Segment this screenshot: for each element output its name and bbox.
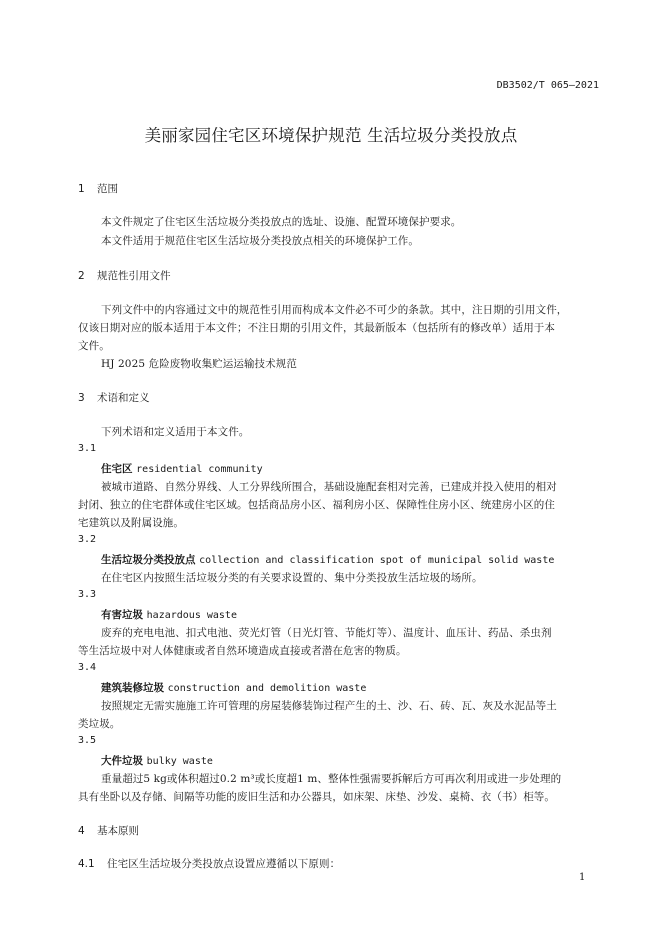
section-title: 术语和定义 (97, 392, 150, 404)
section-title: 规范性引用文件 (97, 270, 171, 282)
paragraph: 本文件规定了住宅区生活垃圾分类投放点的选址、设施、配置环境保护要求。 (101, 216, 462, 228)
page-number: 1 (579, 872, 586, 883)
standard-code: DB3502/T 065—2021 (496, 80, 599, 91)
term-number: 3.1 (78, 443, 97, 454)
term-en: residential community (136, 464, 263, 475)
definition-line: 宅建筑以及附属设施。 (78, 517, 184, 529)
term-number: 3.2 (78, 534, 97, 545)
term-heading (101, 607, 237, 622)
term-en: hazardous waste (146, 610, 237, 621)
normative-reference: HJ 2025 危险废物收集贮运运输技术规范 (101, 358, 297, 370)
definition-line: 类垃圾。 (78, 718, 121, 730)
term-cn: 生活垃圾分类投放点 (101, 554, 196, 566)
definition-line: 重量超过5 kg或体积超过0.2 m³或长度超1 m、整体性强需要拆解后方可再次利用或进一步处理的 (101, 773, 562, 785)
subsection-4-1 (78, 856, 340, 871)
definition-line: 封闭、独立的住宅群体或住宅区域。包括商品房小区、福利房小区、保障性住房小区、统建房小区的住 (78, 499, 555, 511)
definition-line: 具有坐卧以及存储、间隔等功能的废旧生活和办公器具，如床架、床垫、沙发、桌椅、衣（书）柜等。 (78, 791, 555, 803)
section-number: 1 (78, 183, 85, 195)
definition-line: 被城市道路、自然分界线、人工分界线所围合，基础设施配套相对完善，已建成并投入使用的相对 (101, 481, 557, 493)
definition-line: 按照规定无需实施施工许可管理的房屋装修装饰过程产生的土、沙、石、砖、瓦、灰及水泥品等土 (101, 700, 557, 712)
term-number: 3.4 (78, 662, 97, 673)
term-cn: 大件垃圾 (101, 755, 143, 767)
definition-line: 在住宅区内按照生活垃圾分类的有关要求设置的、集中分类投放生活垃圾的场所。 (101, 572, 483, 584)
section-number: 3 (78, 392, 85, 404)
section-title: 基本原则 (97, 825, 139, 837)
term-heading (101, 461, 263, 476)
term-number: 3.3 (78, 589, 97, 600)
section-heading-1 (78, 181, 118, 196)
section-number: 4 (78, 825, 85, 837)
subsection-text: 住宅区生活垃圾分类投放点设置应遵循以下原则： (107, 858, 341, 870)
paragraph-line: 仅该日期对应的版本适用于本文件；不注日期的引用文件，其最新版本（包括所有的修改单）适用于本 (78, 322, 555, 334)
term-en: bulky waste (146, 756, 213, 767)
paragraph-line: 下列文件中的内容通过文中的规范性引用而构成本文件必不可少的条款。其中，注日期的引用文件， (101, 304, 568, 316)
definition-line: 等生活垃圾中对人体健康或者自然环境造成直接或者潜在危害的物质。 (78, 645, 407, 657)
term-cn: 住宅区 (101, 463, 133, 475)
section-title: 范围 (97, 183, 118, 195)
term-number: 3.5 (78, 735, 97, 746)
paragraph: 本文件适用于规范住宅区生活垃圾分类投放点相关的环境保护工作。 (101, 235, 419, 247)
term-heading (101, 680, 366, 695)
paragraph: 下列术语和定义适用于本文件。 (101, 426, 250, 438)
document-title: 美丽家园住宅区环境保护规范 生活垃圾分类投放点 (144, 126, 518, 145)
term-heading (101, 753, 213, 768)
term-cn: 有害垃圾 (101, 609, 143, 621)
section-heading-2 (78, 268, 171, 283)
term-heading (101, 552, 554, 567)
section-heading-3 (78, 390, 150, 405)
term-cn: 建筑装修垃圾 (101, 682, 164, 694)
subsection-number: 4.1 (78, 858, 95, 870)
definition-line: 废弃的充电电池、扣式电池、荧光灯管（日光灯管、节能灯等）、温度计、血压计、药品、杀虫剂 (101, 627, 552, 639)
term-en: construction and demolition waste (167, 683, 367, 694)
section-heading-4 (78, 823, 139, 838)
paragraph-line: 文件。 (78, 340, 110, 352)
term-en: collection and classification spot of municipal solid waste (199, 555, 555, 566)
section-number: 2 (78, 270, 85, 282)
